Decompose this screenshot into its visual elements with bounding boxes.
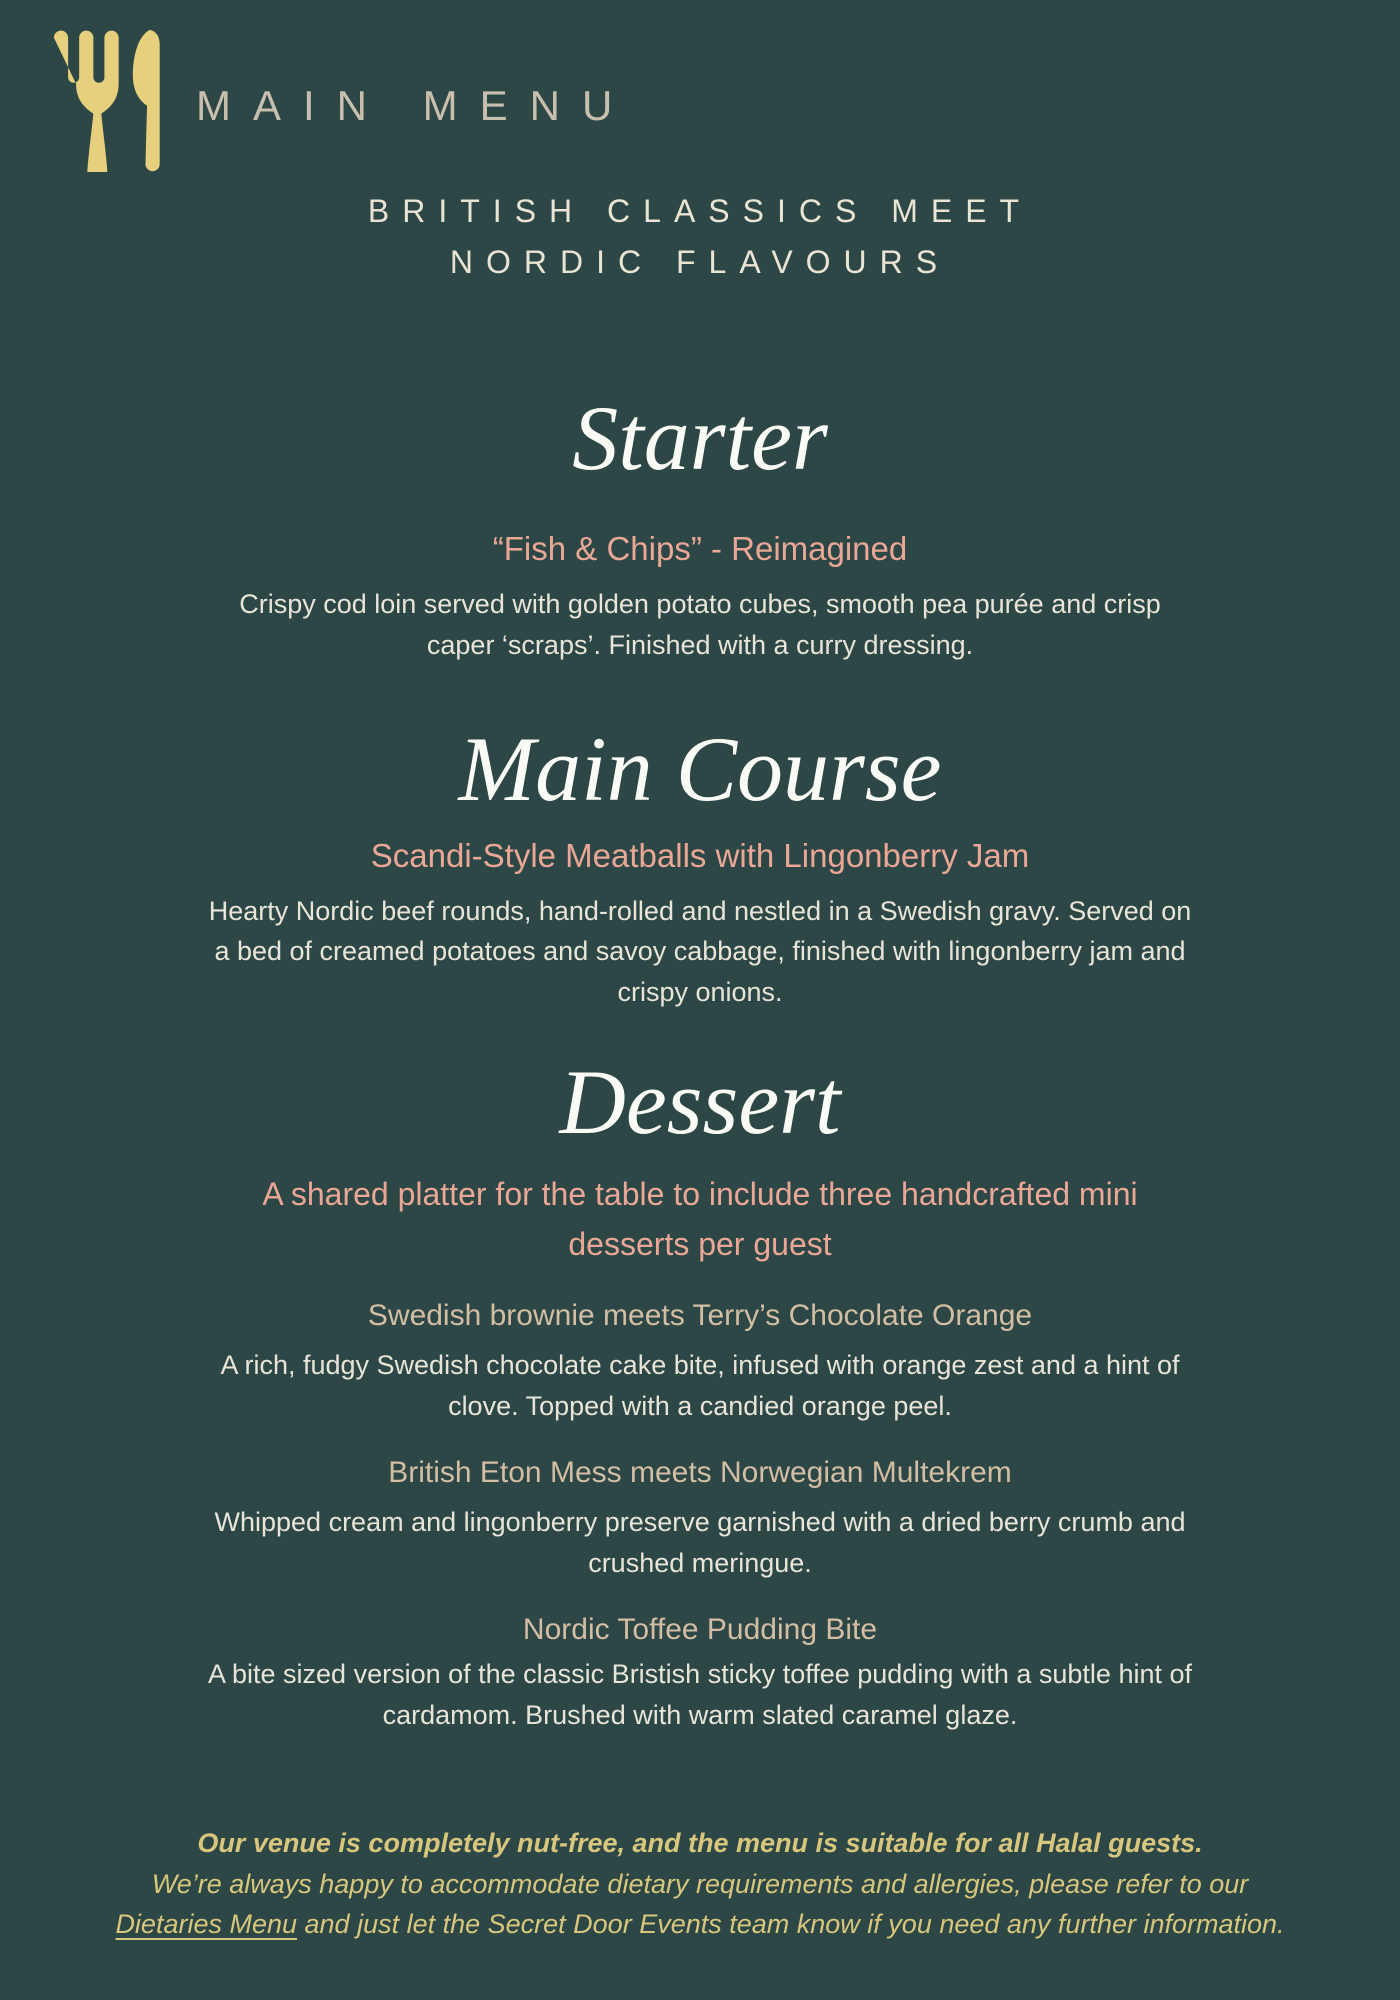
menu-content [0, 186, 1400, 1945]
dessert-item-description: Whipped cream and lingonberry preserve garnished with a dried berry crumb and crushed meringue. [214, 1507, 1186, 1578]
footer-text-before-link: We’re always happy to accommodate dietary requirements and allergies, please refer to our [151, 1868, 1249, 1899]
dessert-item-name: Nordic Toffee Pudding Bite [522, 1613, 878, 1647]
starter-dish-description: Crispy cod loin served with golden potato cubes, smooth pea purée and crisp caper ‘scraps’. Finished with a curry dressing. [239, 589, 1161, 660]
dessert-item-description: A bite sized version of the classic Bristish sticky toffee pudding with a subtle hint of cardamom. Brushed with warm slated caramel glaze. [207, 1659, 1192, 1730]
fork-and-knife-icon [42, 22, 170, 172]
footer-text-after-link: and just let the Secret Door Events team know if you need any further information. [297, 1909, 1285, 1940]
dessert-script-heading: Dessert [559, 1051, 841, 1154]
menu-subtitle [0, 186, 1400, 288]
footer-note [110, 1823, 1290, 1945]
main-course-dish-description: Hearty Nordic beef rounds, hand-rolled and nestled in a Swedish gravy. Served on a bed of creamed potatoes and savoy cabbage, finished with lingonberry jam and crispy onions. [208, 895, 1192, 1007]
subtitle-line-1: BRITISH CLASSICS MEET [367, 193, 1033, 229]
footer-bold-line: Our venue is completely nut-free, and the menu is suitable for all Halal guests. [197, 1828, 1203, 1859]
dessert-item [0, 1299, 1400, 1426]
main-course-script-heading: Main Course [458, 718, 942, 821]
dessert-item [0, 1456, 1400, 1583]
dessert-item-description: A rich, fudgy Swedish chocolate cake bite, infused with orange zest and a hint of clove. Topped with a candied orange peel. [220, 1350, 1180, 1421]
main-course-dish-name: Scandi-Style Meatballs with Lingonberry Jam [370, 836, 1030, 874]
page-title: MAIN MENU [196, 82, 635, 129]
starter-dish-name: “Fish & Chips” - Reimagined [492, 530, 908, 568]
menu-header [42, 22, 634, 172]
dessert-item-name: Swedish brownie meets Terry’s Chocolate Orange [367, 1299, 1033, 1333]
footer-dietary-text [110, 1864, 1290, 1945]
dessert-intro: A shared platter for the table to include three handcrafted mini desserts per guest [262, 1176, 1138, 1262]
subtitle-line-2: NORDIC FLAVOURS [449, 244, 951, 281]
dietaries-menu-link[interactable]: Dietaries Menu [115, 1909, 298, 1940]
starter-script-heading: Starter [572, 387, 828, 490]
dessert-item-name: British Eton Mess meets Norwegian Multekrem [388, 1456, 1012, 1490]
dessert-item [0, 1613, 1400, 1735]
